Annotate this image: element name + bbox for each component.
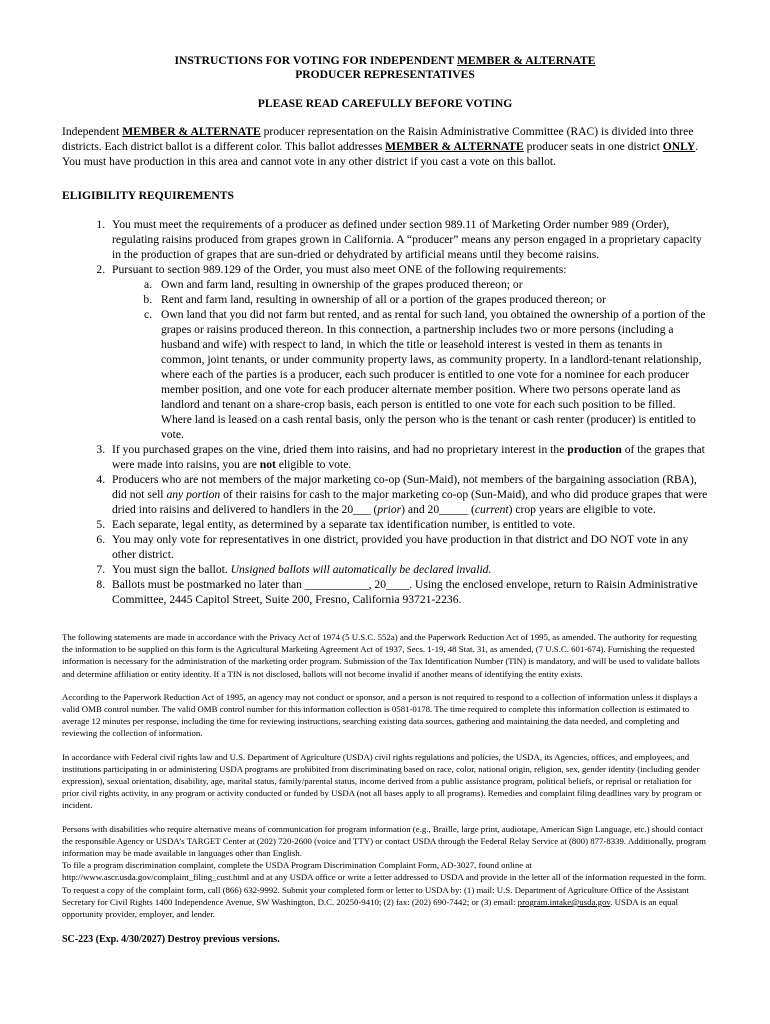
intro-paragraph: Independent MEMBER & ALTERNATE producer representation on the Raisin Administrative Committee (RAC) is divided into three districts. Each district ballot is a different color. This ballot addresses MEMBER & ALTERNATE producer seats in one district ONLY. You must have production in this area and cannot vote in any other district if you cast a vote on this ballot.: [62, 125, 699, 168]
eligibility-sublist: [112, 277, 708, 442]
privacy-act-statement: The following statements are made in accordance with the Privacy Act of 1974 (5 U.S.C. 552a) and the Paperwork Reduction Act of 1995, as amended. The authority for requesting the information to be supplied on this form is the Agricultural Marketing Agreement Act of 1937, Secs. 1-19, 48 Stat. 31, as amended, (7 U.S.C. 601-674). Furnishing the requested information is necessary for the administration of the marketing order program. Submission of the Tax Identification Number (TIN) is mandatory, and will be used to validate ballots and determine affiliation or entity identity. If a TIN is not disclosed, ballots will not become invalid if another means of identifying the entity exists.: [62, 632, 700, 679]
form-footer: SC-223 (Exp. 4/30/2027) Destroy previous versions.: [62, 934, 280, 946]
instruction-page: [62, 54, 708, 955]
eligibility-item-2: 2. Pursuant to section 989.129 of the Order, you must also meet ONE of the following requirements: a. Own and farm land, resulting in ownership of the grapes produced thereon; or b. Rent and farm land, resulting in ownership of all or a portion of the grapes produced thereon; or c. Own land that you did not farm but rented, and as rental for such land, you obtained the ownership of a portion of the grapes or raisins produced thereon. In this connection, a partnership includes two or more persons (including a husband and wife) with respect to land, in which the title or leasehold interest is vested in them as tenants in common, joint tenants, or under community property laws, as community property. In a landlord-tenant relationship, where each of the parties is a producer, each such producer is entitled to one vote for a nominee for each producer member position, and one vote for each producer alternate member position. Where two persons operate land as landlord and tenant on a share-crop basis, each person is entitled to one vote for each such position to be filled. Where land is leased on a cash rental basis, only the person who is the tenant or cash renter (producer) is entitled to vote.: [108, 262, 708, 442]
eligibility-item-3: 3. If you purchased grapes on the vine, dried them into raisins, and had no proprietary interest in the production of the grapes that were made into raisins, you are not eligible to vote.: [108, 442, 708, 472]
civil-rights-statement: In accordance with Federal civil rights law and U.S. Department of Agriculture (USDA) civil rights regulations and policies, the USDA, its Agencies, offices, and employees, and institutions participating in or administering USDA programs are prohibited from discriminating based on race, color, national origin, religion, sex, gender identity (including gender expression), sexual orientation, disability, age, marital status, family/parental status, income derived from a public assistance program, political beliefs, or reprisal or retaliation for prior civil rights activity, in any program or activity conducted or funded by USDA (not all bases apply to all programs). Remedies and complaint filing deadlines vary by program or incident.: [62, 751, 702, 811]
eligibility-item-8: 8. Ballots must be postmarked no later than ___________, 20____. Using the enclosed envelope, return to Raisin Administrative Committee, 2445 Capitol Street, Suite 200, Fresno, California 93721-2236.: [108, 577, 708, 607]
eligibility-item-5: 5. Each separate, legal entity, as determined by a separate tax identification number, is entitled to vote.: [108, 517, 708, 532]
eligibility-subitem-b: b. Rent and farm land, resulting in ownership of all or a portion of the grapes produced thereon; or: [155, 292, 708, 307]
eligibility-heading: ELIGIBILITY REQUIREMENTS: [62, 189, 234, 202]
disabilities-statement: Persons with disabilities who require alternative means of communication for program information (e.g., Braille, large print, audiotape, American Sign Language, etc.) should contact the responsible Agency or USDA’s TARGET Center at (202) 720-2600 (voice and TTY) or contact USDA through the Federal Relay Service at (800) 877-8339. Additionally, program information may be made available in languages other than English.: [62, 823, 706, 859]
eligibility-item-6: 6. You may only vote for representatives in one district, provided you have production in that district and DO NOT vote in any other district.: [108, 532, 708, 562]
eligibility-item-7: 7. You must sign the ballot. Unsigned ballots will automatically be declared invalid.: [108, 562, 708, 577]
eligibility-item-4: 4. Producers who are not members of the major marketing co-op (Sun-Maid), not members of the bargaining association (RBA), did not sell any portion of their raisins for cash to the major marketing co-op (Sun-Maid), and who did produce grapes that were dried into raisins and delivered to handlers in the 20___ (prior) and 20_____ (current) crop years are eligible to vote.: [108, 472, 708, 517]
eligibility-subitem-c: c. Own land that you did not farm but rented, and as rental for such land, you obtained the ownership of a portion of the grapes or raisins produced thereon. In this connection, a partnership includes two or more persons (including a husband and wife) with respect to land, in which the title or leasehold interest is vested in them as tenants in common, joint tenants, or under community property laws, as community property. In a landlord-tenant relationship, where each of the parties is a producer, each such producer is entitled to one vote for a nominee for each producer member position, and one vote for each producer alternate member position. Where two persons operate land as landlord and tenant on a share-crop basis, each person is entitled to one vote for each such position to be filled. Where land is leased on a cash rental basis, only the person who is the tenant or cash renter (producer) is entitled to vote.: [155, 307, 708, 442]
complaint-email-link[interactable]: program.intake@usda.gov: [517, 896, 611, 907]
eligibility-subitem-a: a. Own and farm land, resulting in ownership of the grapes produced thereon; or: [155, 277, 708, 292]
eligibility-list: [62, 217, 708, 607]
document-subtitle: PLEASE READ CAREFULLY BEFORE VOTING: [257, 97, 513, 110]
title-line-2: PRODUCER REPRESENTATIVES: [295, 68, 475, 81]
title-underlined: MEMBER & ALTERNATE: [456, 54, 596, 67]
paperwork-reduction-statement: According to the Paperwork Reduction Act of 1995, an agency may not conduct or sponsor, and a person is not required to respond to a collection of information unless it displays a valid OMB control number. The valid OMB control number for this information collection is 0581-0178. The time required to complete this information collection is estimated to average 12 minutes per response, including the time for reviewing instructions, searching existing data sources, gathering and maintaining the data needed, and completing and reviewing the collection of information.: [62, 691, 698, 739]
eligibility-item-1: 1. You must meet the requirements of a producer as defined under section 989.11 of Marketing Order number 989 (Order), regulating raisins produced from grapes grown in California. A “producer” means any person engaged in a proprietary capacity in the production of grapes that are sun-dried or dehydrated by artificial means until they become raisins.: [108, 217, 708, 262]
complaint-statement: To file a program discrimination complaint, complete the USDA Program Discrimination Complaint Form, AD-3027, found online at http://www.ascr.usda.gov/complaint_filing_cust.html and at any USDA office or write a letter addressed to USDA and provide in the letter all of the information requested in the form. To request a copy of the complaint form, call (866) 632-9992. Submit your completed form or letter to USDA by: (1) mail: U.S. Department of Agriculture Office of the Assistant Secretary for Civil Rights 1400 Independence Avenue, SW Washington, D.C. 20250-9410; (2) fax: (202) 690-7442; or (3) email: program.intake@usda.gov. USDA is an equal opportunity provider, employer, and lender.: [62, 860, 707, 920]
document-title: INSTRUCTIONS FOR VOTING FOR INDEPENDENT MEMBER & ALTERNATE PRODUCER REPRESENTATIVES: [174, 54, 596, 81]
